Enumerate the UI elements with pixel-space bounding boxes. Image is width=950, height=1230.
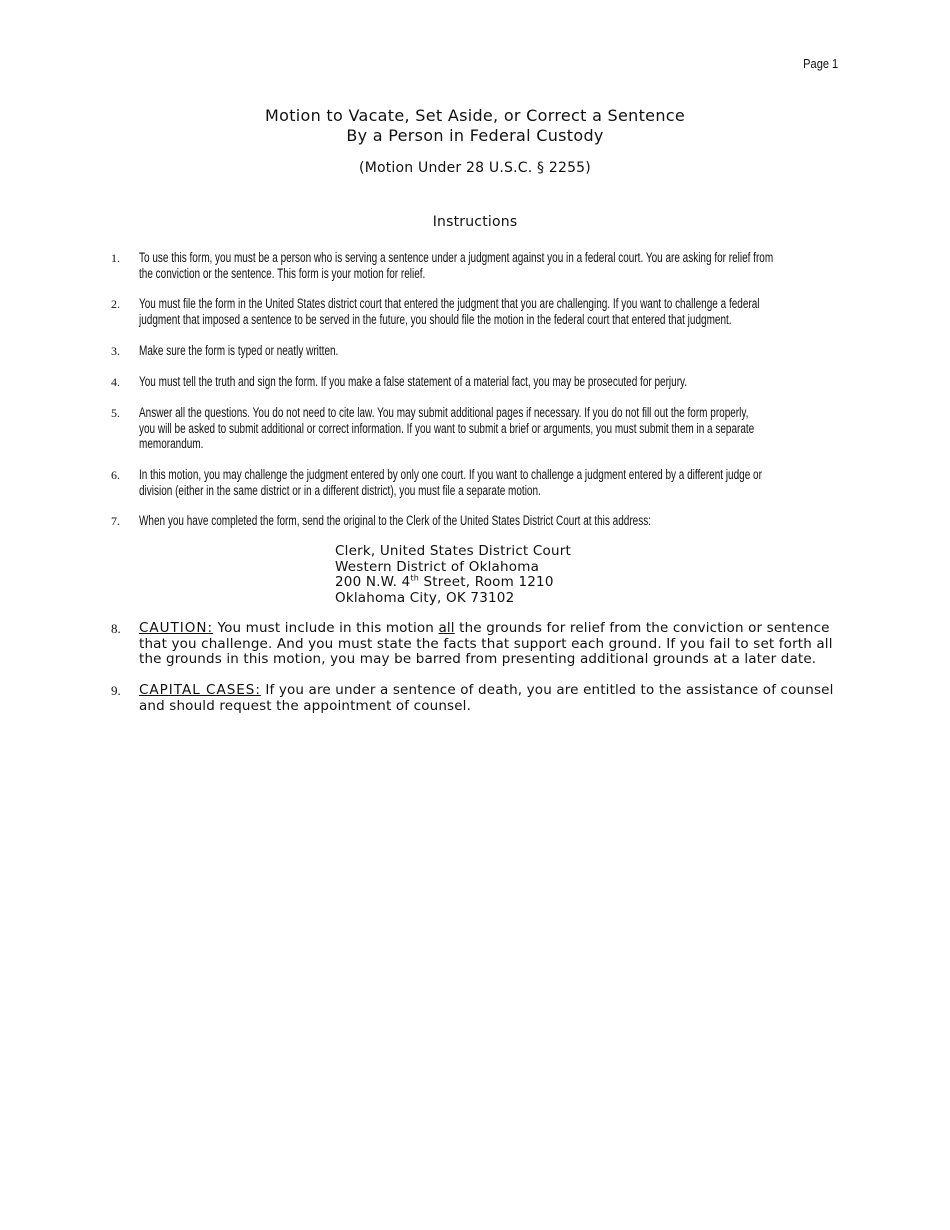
form-title bbox=[0, 106, 950, 146]
item-text bbox=[139, 621, 838, 668]
capital-cases-text: If you are under a sentence of death, you are entitled to the assistance of counsel and should request the appointment of counsel. bbox=[139, 682, 834, 714]
caution-text-b: the grounds for relief from the conviction or sentence that you challenge. And you must state the facts that support each ground. If you fail to set forth all the grounds in this motion, you may be barred from presenting additional grounds at a later date. bbox=[139, 620, 833, 667]
emphasis-all: all bbox=[438, 620, 455, 636]
item-number: 5. bbox=[111, 406, 120, 420]
item-text: You must file the form in the United States district court that entered the judgment that you are challenging. If you want to challenge a federal judgment that imposed a sentence to be served in the future, you should file the motion in the federal court that entered that judgment. bbox=[139, 296, 760, 327]
address-line-1: Clerk, United States District Court bbox=[335, 543, 572, 559]
address-line-4: Oklahoma City, OK 73102 bbox=[335, 589, 515, 606]
item-number: 8. bbox=[111, 621, 121, 636]
item-number: 2. bbox=[111, 297, 120, 311]
item-number: 7. bbox=[111, 514, 120, 528]
item-text: You must tell the truth and sign the form. If you make a false statement of a material fact, you may be prosecuted for perjury. bbox=[139, 374, 688, 389]
item-number: 4. bbox=[111, 375, 120, 389]
title-line-1: Motion to Vacate, Set Aside, or Correct a Sentence bbox=[265, 106, 685, 125]
item-text: Make sure the form is typed or neatly written. bbox=[139, 343, 339, 358]
item-text bbox=[139, 683, 838, 714]
item-text: In this motion, you may challenge the judgment entered by only one court. If you want to challenge a judgment entered by a different judge or division (either in the same district or in a different district), you must file a separate motion. bbox=[139, 467, 762, 498]
form-subtitle: (Motion Under 28 U.S.C. § 2255) bbox=[359, 160, 591, 176]
title-line-2: By a Person in Federal Custody bbox=[346, 126, 604, 145]
address-line-3 bbox=[335, 575, 571, 591]
address-line-2: Western District of Oklahoma bbox=[335, 558, 540, 575]
caution-label: CAUTION: bbox=[139, 620, 214, 636]
capital-cases-label: CAPITAL CASES: bbox=[139, 682, 261, 698]
caution-text-a: You must include in this motion bbox=[213, 620, 439, 636]
item-text: Answer all the questions. You do not need to cite law. You may submit additional pages if necessary. If you do not fill out the form properly, you will be asked to submit additional or correct information. If you want to submit a brief or arguments, you must submit them in a separate memorandum. bbox=[139, 405, 755, 451]
street-number: 200 N.W. 4 bbox=[335, 574, 411, 590]
item-text: To use this form, you must be a person who is serving a sentence under a judgment against you in a federal court. You are asking for relief from the conviction or the sentence. This form is your motion for relief. bbox=[139, 250, 774, 281]
clerk-address bbox=[335, 544, 571, 606]
page-number: Page 1 bbox=[802, 56, 838, 71]
item-number: 9. bbox=[111, 683, 121, 698]
street-name: Street, Room 1210 bbox=[419, 574, 554, 590]
instructions-heading: Instructions bbox=[432, 214, 518, 230]
item-text: When you have completed the form, send the original to the Clerk of the United States District Court at this address: bbox=[139, 513, 651, 528]
item-number: 1. bbox=[111, 251, 120, 265]
item-number: 3. bbox=[111, 344, 120, 358]
item-number: 6. bbox=[111, 468, 120, 482]
ordinal-suffix: th bbox=[410, 573, 420, 583]
